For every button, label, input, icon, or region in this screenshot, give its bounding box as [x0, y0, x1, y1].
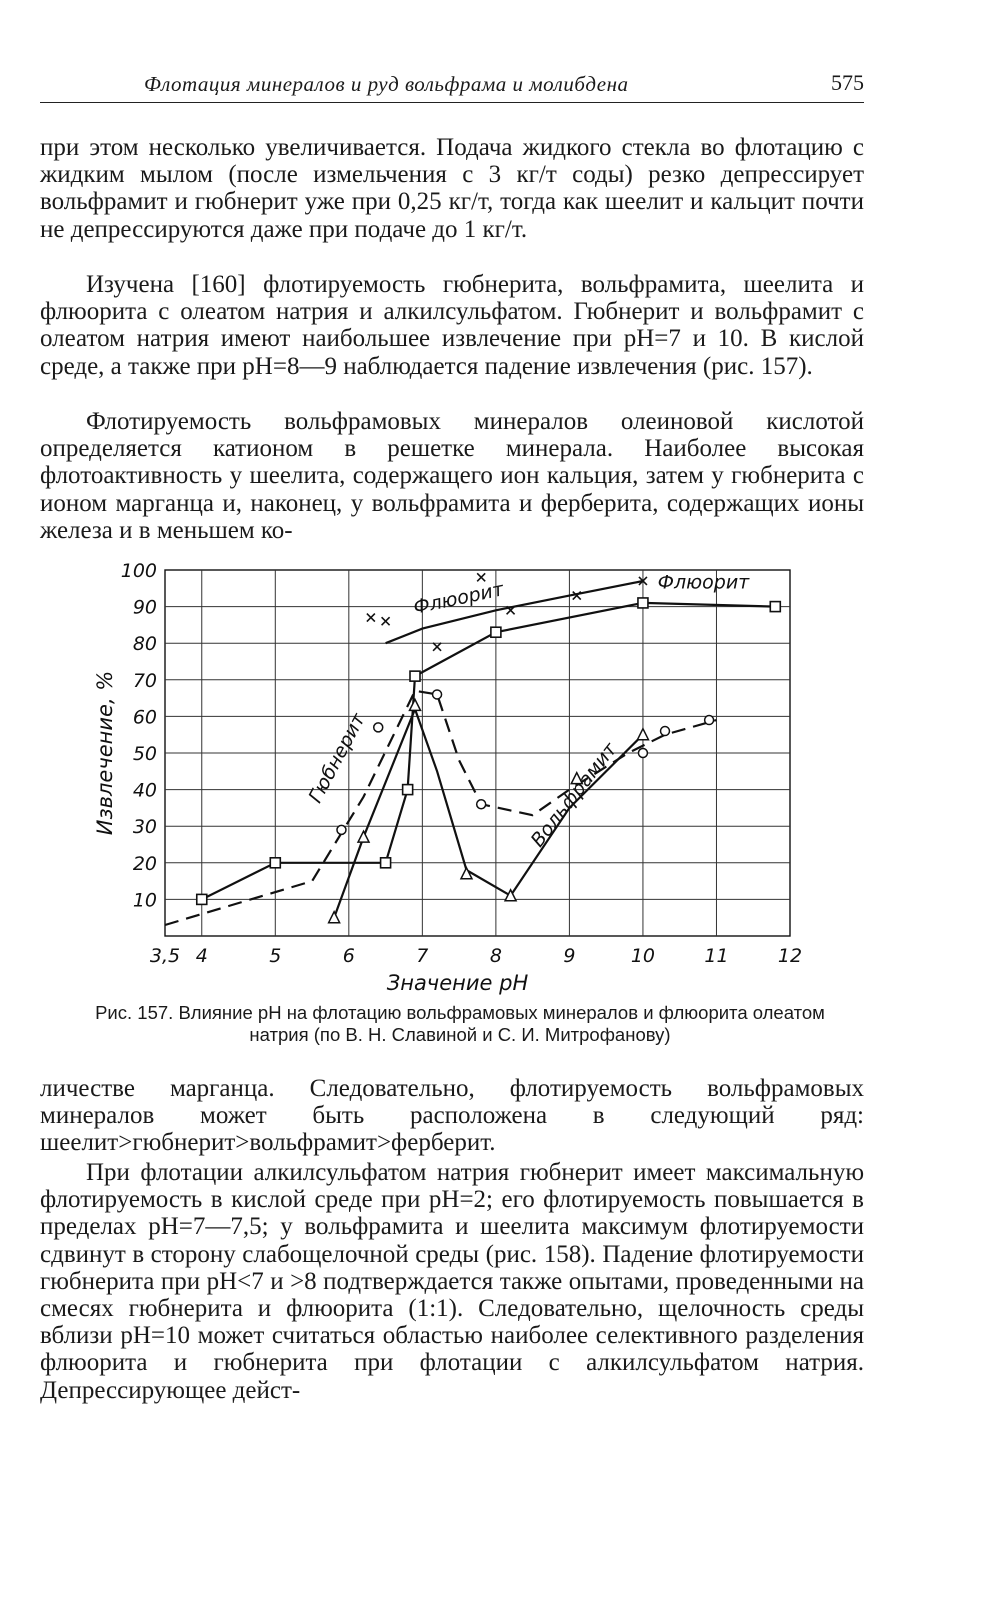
- y-tick-label: 70: [132, 669, 157, 692]
- series-line: [165, 691, 717, 925]
- marker-square: [770, 602, 780, 612]
- x-tick-label: 6: [342, 945, 355, 967]
- y-tick-label: 90: [132, 596, 157, 619]
- x-axis-title: Значение pH: [386, 971, 529, 995]
- marker-circle: [433, 690, 442, 699]
- paragraph-2: Изучена [160] флотируемость гюбнерита, вольфрамита, шеелита и флюорита с олеатом натрия и алкилсульфатом. Гюбнерит и вольфрамит с олеатом натрия имеют наибольшее извлечение при pH=7 и 10. В кислой среде, а также при pH=8—9 наблюдается падение извлечения (рис. 157).: [40, 271, 864, 380]
- marker-x: [382, 617, 390, 625]
- x-tick-label: 9: [563, 945, 576, 967]
- marker-square: [403, 785, 413, 795]
- series-line: [202, 603, 776, 900]
- marker-triangle: [329, 912, 340, 923]
- marker-square: [491, 627, 501, 637]
- marker-circle: [337, 825, 346, 834]
- marker-circle: [374, 723, 383, 732]
- x-tick-label: 10: [630, 945, 656, 967]
- paragraph-3: Флотируемость вольфрамовых минералов олеиновой кислотой определяется катионом в решетке минерала. Наиболее высокая флотоактивность у шеелита, содержащего ион кальция, затем у гюбнерита с ионом марганца и, наконец, у вольфрамита и ферберита, содержащих ионы железа и в меньшем ко-: [40, 408, 864, 544]
- figure-caption: Рис. 157. Влияние pH на флотацию вольфрамовых минералов и флюорита олеатом натрия (по В. Н. Славиной и С. И. Митрофанову): [95, 1002, 825, 1045]
- marker-circle: [705, 716, 714, 725]
- x-tick-label: 12: [777, 945, 803, 967]
- y-tick-label: 30: [132, 816, 157, 839]
- paragraph-4: личестве марганца. Следовательно, флотируемость вольфрамовых минералов может быть расположена в следующий ряд: шеелит>гюбнерит>вольфрамит>ферберит.: [40, 1075, 864, 1157]
- y-axis-title: Извлечение, %: [93, 670, 117, 836]
- y-tick-label: 100: [120, 560, 157, 582]
- paragraph-1: при этом несколько увеличивается. Подача жидкого стекла во флотацию с жидким мылом (после измельчения с 3 кг/т соды) резко депрессирует вольфрамит и гюбнерит уже при 0,25 кг/т, тогда как шеелит и кальцит почти не депрессируются даже при подаче до 1 кг/т.: [40, 134, 864, 243]
- x-tick-label: 4: [195, 945, 208, 967]
- curve-label: Гюбнерит: [304, 709, 370, 807]
- marker-circle: [661, 727, 670, 736]
- marker-square: [381, 858, 391, 868]
- curve-label: Флюорит: [411, 578, 506, 619]
- y-tick-label: 50: [132, 743, 157, 765]
- series-line: [334, 709, 643, 918]
- marker-triangle: [637, 729, 648, 740]
- marker-x: [477, 573, 485, 581]
- chart-svg: [90, 548, 850, 998]
- curve-label: Флюорит: [657, 571, 750, 594]
- y-tick-label: 40: [132, 779, 157, 802]
- marker-square: [197, 894, 207, 904]
- x-tick-label: 8: [489, 945, 502, 967]
- marker-x: [367, 614, 375, 622]
- marker-circle: [638, 749, 647, 758]
- curve-label: Вольфрамит: [526, 738, 622, 852]
- marker-square: [410, 671, 420, 681]
- x-tick-label: 11: [704, 945, 729, 967]
- y-tick-label: 80: [132, 633, 157, 656]
- running-header: [40, 62, 864, 103]
- y-tick-label: 20: [132, 852, 157, 875]
- x-tick-label: 7: [416, 945, 429, 967]
- marker-x: [433, 643, 441, 651]
- paragraph-5: При флотации алкилсульфатом натрия гюбнерит имеет максимальную флотируемость в кислой среде при pH=2; его флотируемость повышается в пределах pH=7—7,5; у вольфрамита и шеелита максимум флотируемости сдвинут в сторону слабощелочной среды (рис. 158). Падение флотируемости гюбнерита при pH<7 и >8 подтверждается также опытами, проведенными на смесях гюбнерита и флюорита (1:1). Следовательно, щелочность среды вблизи pH=10 может считаться областью наиболее селективного разделения флюорита и гюбнерита при флотации с алкилсульфатом натрия. Депрессирующее дейст-: [40, 1159, 864, 1404]
- page-number: 575: [831, 70, 864, 95]
- y-tick-label: 60: [132, 706, 157, 729]
- marker-square: [270, 858, 280, 868]
- marker-square: [638, 598, 648, 608]
- marker-triangle: [358, 831, 369, 842]
- x-tick-label: 3,5: [149, 945, 181, 967]
- marker-circle: [477, 800, 486, 809]
- running-title: Флотация минералов и руд вольфрама и молибдена: [144, 72, 629, 96]
- y-tick-label: 10: [132, 889, 157, 912]
- figure-157: [90, 548, 850, 998]
- x-tick-label: 5: [269, 945, 282, 967]
